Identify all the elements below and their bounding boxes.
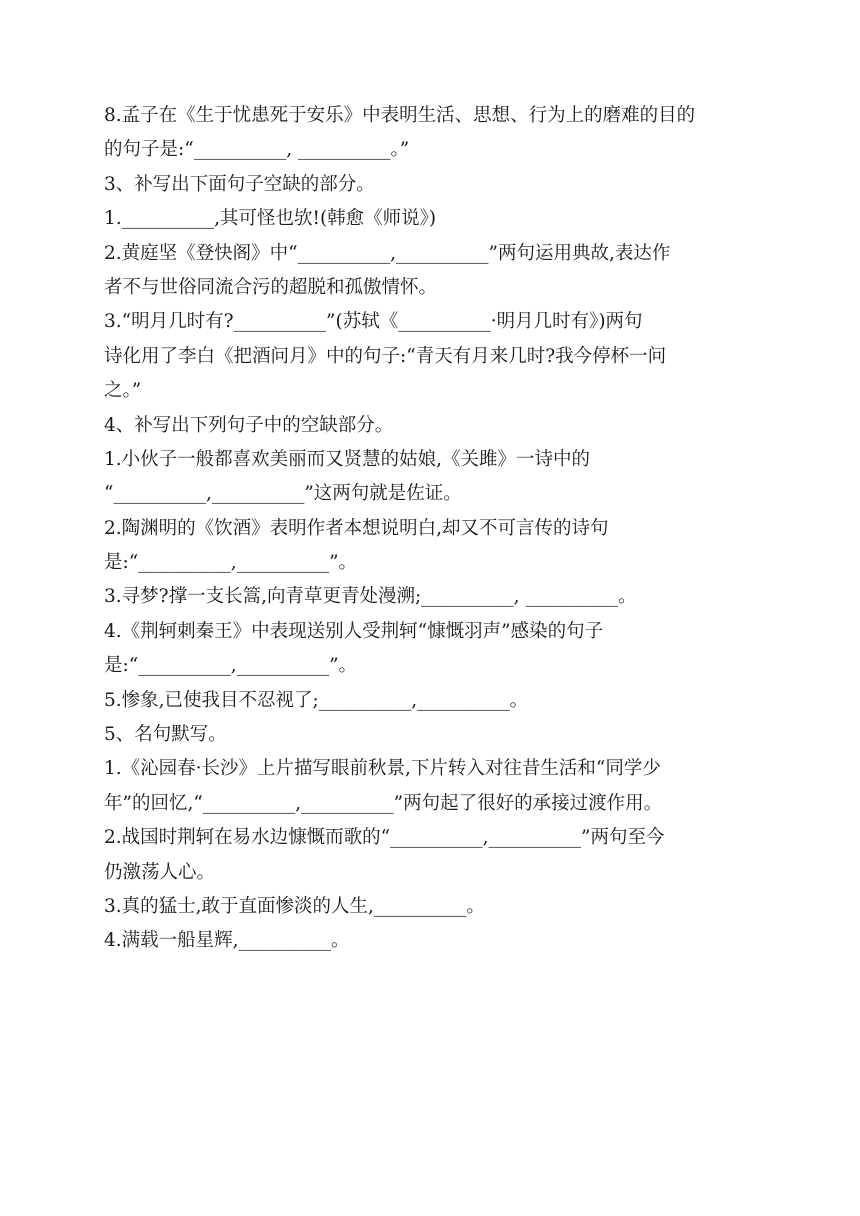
text-line: 2.战国时荆轲在易水边慷慨而歌的“__________,__________”两句至今 (104, 827, 665, 849)
text-line: 4.满载一船星辉,__________。 (104, 930, 350, 952)
text-line: 1.《沁园春·长沙》上片描写眼前秋景,下片转入对往昔生活和“同学少 (104, 758, 661, 780)
text-line: 者不与世俗同流合污的超脱和孤傲情怀。 (104, 276, 438, 298)
document-body (104, 99, 764, 959)
text-line: 4.《荆轲刺秦王》中表现送别人受荆轲“慷慨羽声”感染的句子 (104, 620, 604, 642)
text-line: 8.孟子在《生于忧患死于安乐》中表明生活、思想、行为上的磨难的目的 (104, 105, 696, 126)
text-line: 是:“__________,__________”。 (104, 655, 358, 677)
text-line: 是:“__________,__________”。 (104, 552, 358, 574)
text-line: 3.真的猛士,敢于直面惨淡的人生,__________。 (104, 895, 485, 917)
text-line: “__________,__________”这两句就是佐证。 (104, 483, 462, 505)
text-line: 2.陶渊明的《饮酒》表明作者本想说明白,却又不可言传的诗句 (104, 517, 609, 539)
text-line: 诗化用了李白《把酒问月》中的句子:“青天有月来几时?我今停杯一问 (104, 345, 667, 367)
text-line: 2.黄庭坚《登快阁》中“__________,__________”两句运用典故,表达作 (104, 242, 671, 264)
text-line: 5.惨象,已使我目不忍视了;__________,__________。 (104, 689, 529, 711)
text-line: 仍激荡人心。 (104, 861, 216, 883)
section-heading: 5、名句默写。 (104, 724, 227, 746)
text-line: 1.小伙子一般都喜欢美丽而又贤慧的姑娘,《关雎》一诗中的 (104, 448, 591, 470)
text-line: 年”的回忆,“__________,__________”两句起了很好的承接过渡作用。 (104, 792, 663, 814)
text-line: 3.寻梦?撑一支长篙,向青草更青处漫溯;__________, __________。 (104, 586, 637, 608)
section-heading: 4、补写出下列句子中的空缺部分。 (104, 414, 394, 436)
text-line: 之。” (104, 380, 142, 402)
text-line: 3.“明月几时有?__________”(苏轼《__________·明月几时有》)两句 (104, 311, 643, 333)
text-line: 1.__________,其可怪也欤!(韩愈《师说》) (104, 208, 437, 230)
section-heading: 3、补写出下面句子空缺的部分。 (104, 173, 375, 195)
text-line: 的句子是:“__________, __________。” (104, 139, 410, 161)
